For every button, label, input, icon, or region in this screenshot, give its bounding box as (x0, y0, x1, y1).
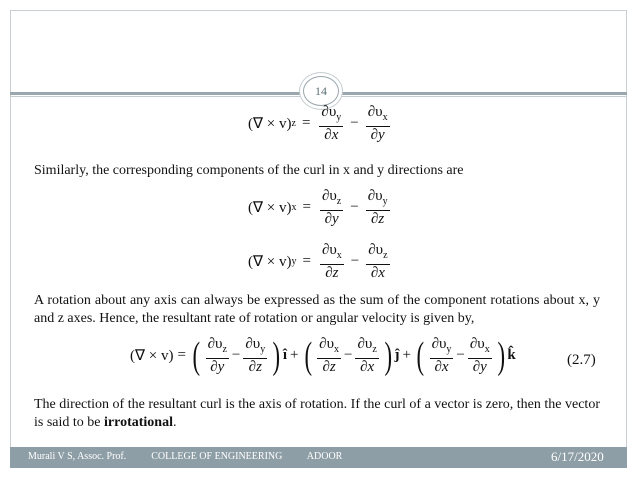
eq-sub: z (291, 118, 296, 129)
footer-author: Murali V S, Assoc. Prof. COLLEGE OF ENGINEERING ADOOR (28, 451, 343, 462)
page-number: 14 (315, 83, 327, 98)
slide-content (30, 100, 610, 440)
eq-lhs: (∇ × v) (248, 116, 292, 132)
equation-curl-x: (∇ × v) x = $\frac{\partial\upsilon_z}{\partial y}$ − $\frac{\partial\upsilon_y}{\partial z}$ (248, 188, 388, 227)
paragraph-similarly: Similarly, the corresponding components of the curl in x and y directions are (34, 163, 464, 178)
footer-date: 6/17/2020 (551, 449, 604, 464)
paragraph-irrotational: The direction of the resultant curl is the axis of rotation. If the curl of a vector is zero, then the vector is said to be irrotational. (34, 397, 600, 430)
equation-curl-z: (∇ × v) z = $\frac{\partial\upsilon_y}{\partial x}$ − $\frac{\partial\upsilon_x}{\partial y}$ (248, 104, 388, 143)
term-irrotational: irrotational (104, 415, 173, 430)
equation-curl-y: (∇ × v) y = $\frac{\partial\upsilon_x}{\partial z}$ − $\frac{\partial\upsilon_z}{\partial x}$ (248, 242, 388, 281)
equation-curl-full: (∇ × v) = ( $\frac{\partial\upsilon_z}{\partial y}$ − $\frac{\partial\upsilon_y}{\partial z}$ ) î + ( $\frac{\partial\upsilon_x}{\partial z}$ − $\frac{\partial\upsilon_z}{\partial x}$ ) ĵ + ( $\frac{\partial\upsilon_y}{\partial x}$ − $\frac{\partial\upsilon_x}{\partial y}$ ) k̂ (130, 334, 516, 377)
equation-number: (2.7) (567, 352, 596, 368)
paragraph-rotation: A rotation about any axis can always be expressed as the sum of the component rotations about x, y and z axes. Hence, the resultant rate of rotation or angular velocity is given by, (34, 293, 600, 326)
